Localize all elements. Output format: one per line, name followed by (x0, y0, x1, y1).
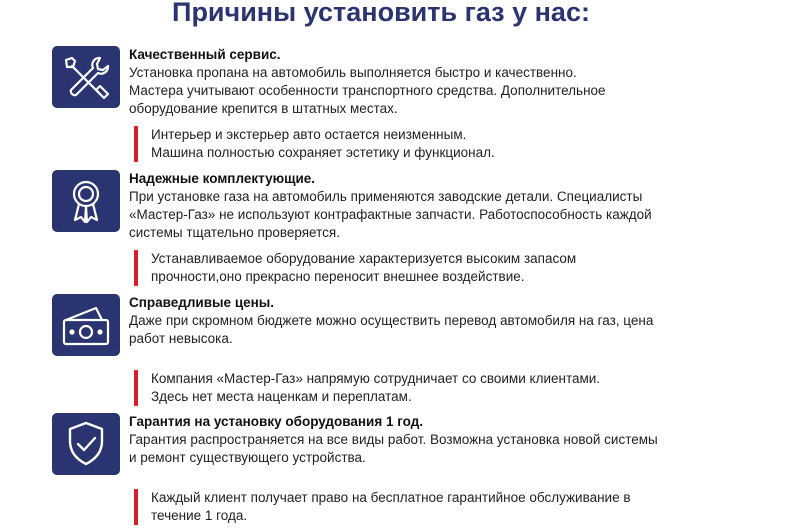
reason-item-components (52, 170, 752, 288)
reason-item-service (52, 46, 752, 164)
reason-item-prices (52, 294, 752, 406)
reason-heading: Надежные комплектующие. (129, 171, 316, 186)
reason-description: Гарантия распространяется на все виды работ. Возможна установка новой системы и ремонт существующего устройства. (129, 432, 658, 465)
tools-icon (52, 46, 120, 108)
reason-heading: Справедливые цены. (129, 295, 275, 310)
award-ribbon-icon (52, 170, 120, 232)
shield-check-icon (52, 413, 120, 475)
reason-description: Установка пропана на автомобиль выполняется быстро и качественно. Мастера учитывают особенности транспортного средства. Дополнительное оборудование крепится в штатных местах. (129, 65, 606, 116)
money-icon (52, 294, 120, 356)
reason-heading: Качественный сервис. (129, 47, 281, 62)
reason-note: Интерьер и экстерьер авто остается неизменным. Машина полностью сохраняет эстетику и функционал. (134, 126, 495, 162)
reason-description: Даже при скромном бюджете можно осуществить перевод автомобиля на газ, цена работ невысока. (129, 313, 654, 346)
reason-item-warranty (52, 413, 752, 525)
page-title: Причины установить газ у нас: (172, 0, 590, 27)
reason-note: Каждый клиент получает право на бесплатное гарантийное обслуживание в течение 1 года. (134, 489, 631, 525)
reason-heading: Гарантия на установку оборудования 1 год. (129, 414, 424, 429)
reason-note: Компания «Мастер-Газ» напрямую сотрудничает со своими клиентами. Здесь нет места наценкам и переплатам. (134, 370, 600, 406)
reason-description: При установке газа на автомобиль применяются заводские детали. Специалисты «Мастер-Газ» не используют контрафактные запчасти. Работоспособность каждой системы тщательно проверяется. (129, 189, 652, 240)
reason-note: Устанавливаемое оборудование характеризуется высоким запасом прочности,оно прекрасно переносит внешнее воздействие. (134, 250, 576, 286)
